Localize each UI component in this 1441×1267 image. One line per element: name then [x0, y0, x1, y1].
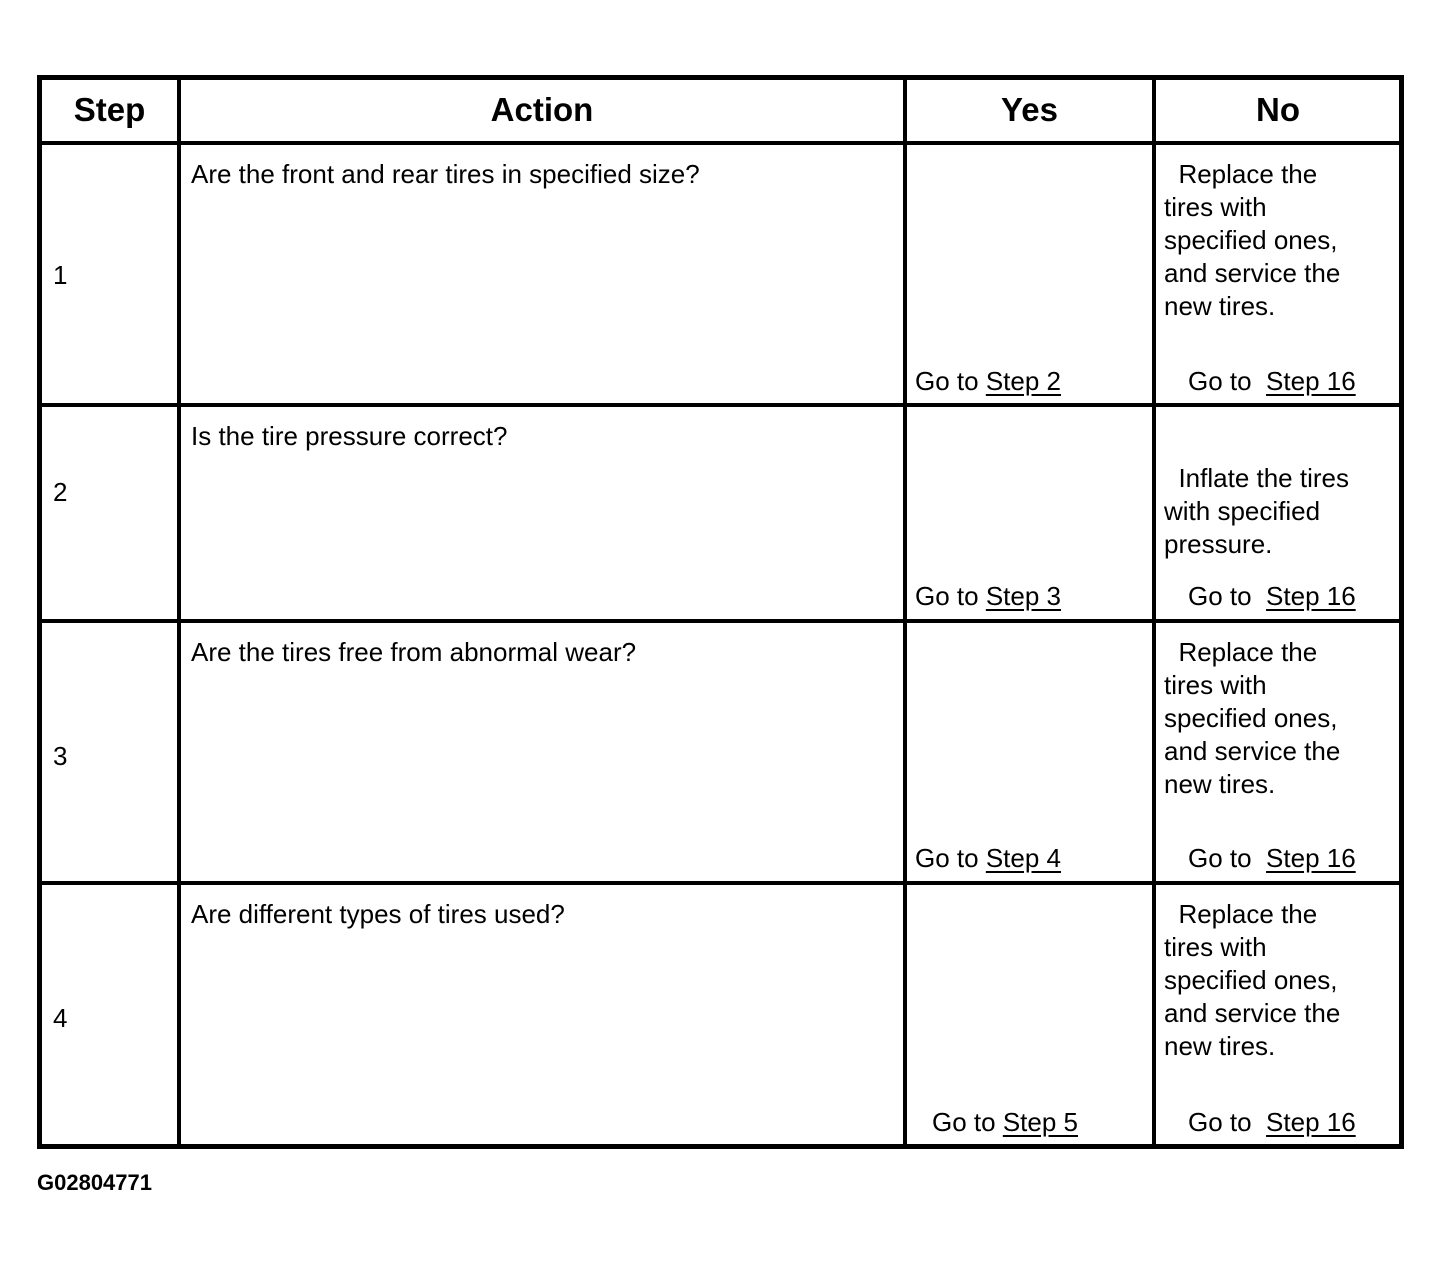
no-instruction: Replace the tires with specified ones, and service the new tires.	[1164, 637, 1341, 799]
header-step: Step	[73, 91, 146, 128]
yes-goto	[915, 580, 1061, 613]
goto-label: Go to	[1188, 366, 1252, 396]
row-divider	[42, 619, 1399, 623]
header-no: No	[1256, 91, 1300, 128]
figure-id: G02804771	[37, 1170, 152, 1195]
column-divider	[903, 80, 907, 1144]
step-number: 1	[53, 260, 68, 290]
header-action: Action	[490, 91, 594, 128]
step-number: 3	[53, 741, 68, 771]
step-link[interactable]: Step 16	[1266, 1107, 1356, 1137]
goto-label: Go to	[1188, 1107, 1252, 1137]
yes-goto	[915, 842, 1061, 875]
column-divider	[177, 80, 181, 1144]
action-text: Are the tires free from abnormal wear?	[191, 637, 637, 667]
row-divider	[42, 881, 1399, 885]
no-goto	[1188, 365, 1356, 398]
no-goto	[1188, 580, 1356, 613]
goto-label: Go to	[1188, 581, 1252, 611]
diagnostic-table	[37, 75, 1404, 1149]
step-number: 2	[53, 477, 68, 507]
step-link[interactable]: Step 4	[985, 843, 1061, 873]
goto-label: Go to	[915, 366, 979, 396]
header-yes: Yes	[1001, 91, 1058, 128]
step-link[interactable]: Step 2	[985, 366, 1061, 396]
goto-label: Go to	[1188, 843, 1252, 873]
action-text: Are different types of tires used?	[191, 899, 565, 929]
goto-label: Go to	[915, 843, 979, 873]
step-link[interactable]: Step 16	[1266, 581, 1356, 611]
goto-label: Go to	[932, 1107, 996, 1137]
no-goto	[1188, 1106, 1356, 1139]
action-text: Are the front and rear tires in specified size?	[191, 159, 700, 189]
yes-goto	[932, 1106, 1078, 1139]
no-instruction: Replace the tires with specified ones, and service the new tires.	[1164, 899, 1341, 1061]
action-text: Is the tire pressure correct?	[191, 421, 508, 451]
step-link[interactable]: Step 3	[985, 581, 1061, 611]
goto-label: Go to	[915, 581, 979, 611]
yes-goto	[915, 365, 1061, 398]
row-divider	[42, 141, 1399, 145]
column-divider	[1152, 80, 1156, 1144]
no-instruction: Inflate the tires with specified pressure.	[1164, 463, 1349, 559]
step-number: 4	[53, 1003, 68, 1033]
step-link[interactable]: Step 16	[1266, 366, 1356, 396]
row-divider	[42, 403, 1399, 407]
step-link[interactable]: Step 5	[1002, 1107, 1078, 1137]
step-link[interactable]: Step 16	[1266, 843, 1356, 873]
no-instruction: Replace the tires with specified ones, and service the new tires.	[1164, 159, 1341, 321]
no-goto	[1188, 842, 1356, 875]
